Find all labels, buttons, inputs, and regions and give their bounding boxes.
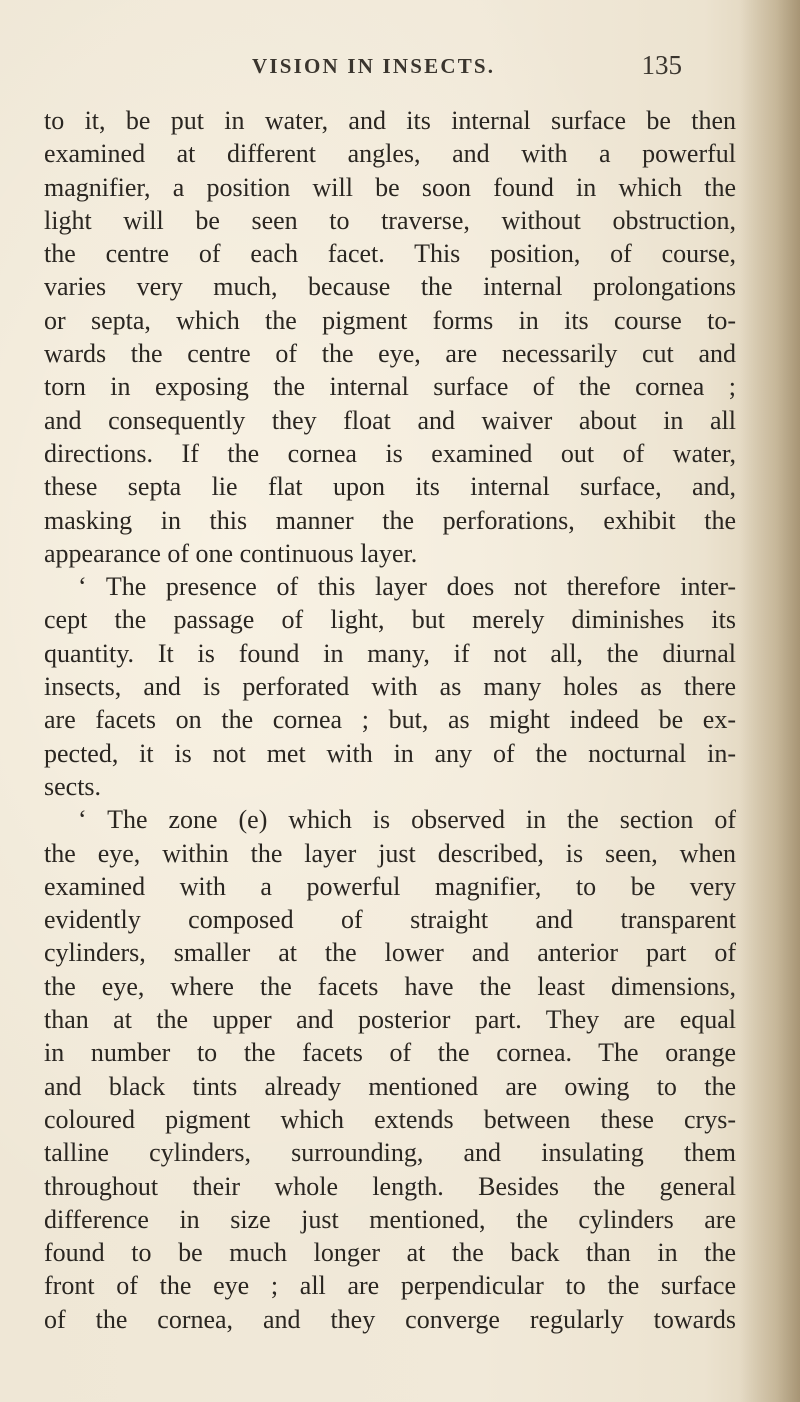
page-number: 135 <box>641 50 682 80</box>
text-line: these septa lie flat upon its internal surface, and, <box>44 472 736 502</box>
text-line: cept the passage of light, but merely diminishes its <box>44 605 736 635</box>
text-line: throughout their whole length. Besides the general <box>44 1171 736 1201</box>
paragraph-start-line: ‘ The zone (e) which is observed in the section of <box>78 805 736 835</box>
text-line: are facets on the cornea ; but, as might indeed be ex- <box>44 705 736 735</box>
text-line: quantity. It is found in many, if not all, the diurnal <box>44 638 736 668</box>
text-line: examined at different angles, and with a powerful <box>44 139 736 169</box>
paragraph-end-line: appearance of one continuous layer. <box>44 538 418 568</box>
text-line: pected, it is not met with in any of the nocturnal in- <box>44 738 736 768</box>
text-line: wards the centre of the eye, are necessarily cut and <box>44 339 736 369</box>
text-line: the centre of each facet. This position, of course, <box>44 239 736 269</box>
text-line: to it, be put in water, and its internal surface be then <box>44 106 736 135</box>
text-line: examined with a powerful magnifier, to be very <box>44 871 736 901</box>
text-line: varies very much, because the internal prolongations <box>44 272 736 302</box>
text-line: light will be seen to traverse, without obstruction, <box>44 205 736 235</box>
text-line: talline cylinders, surrounding, and insulating them <box>44 1138 736 1168</box>
text-line: the eye, within the layer just described, is seen, when <box>44 838 736 868</box>
text-line: cylinders, smaller at the lower and anterior part of <box>44 938 736 968</box>
paragraph-start-line: ‘ The presence of this layer does not therefore inter- <box>78 572 736 602</box>
text-line: of the cornea, and they converge regularly towards <box>44 1304 736 1334</box>
running-head-title: VISION IN INSECTS. <box>252 54 496 78</box>
text-line: front of the eye ; all are perpendicular to the surface <box>44 1271 736 1301</box>
text-line: or septa, which the pigment forms in its course to- <box>44 305 736 335</box>
text-line: masking in this manner the perforations, exhibit the <box>44 505 736 535</box>
page-edge-shadow <box>740 0 800 1402</box>
text-line: coloured pigment which extends between these crys- <box>44 1104 736 1134</box>
text-line: difference in size just mentioned, the cylinders are <box>44 1204 736 1234</box>
text-line: and consequently they float and waiver about in all <box>44 405 736 435</box>
text-line: magnifier, a position will be soon found in which the <box>44 172 736 202</box>
text-line: than at the upper and posterior part. They are equal <box>44 1005 736 1035</box>
text-line: and black tints already mentioned are owing to the <box>44 1071 736 1101</box>
running-head <box>252 50 682 90</box>
paragraph-end-line: sects. <box>44 771 102 801</box>
text-line: in number to the facets of the cornea. The orange <box>44 1038 736 1068</box>
body-text <box>44 104 736 1336</box>
text-line: the eye, where the facets have the least dimensions, <box>44 971 736 1001</box>
text-line: found to be much longer at the back than in the <box>44 1238 736 1268</box>
text-line: directions. If the cornea is examined out of water, <box>44 438 736 468</box>
text-line: evidently composed of straight and transparent <box>44 905 736 935</box>
text-line: insects, and is perforated with as many holes as there <box>44 672 736 702</box>
text-line: torn in exposing the internal surface of the cornea ; <box>44 372 736 402</box>
